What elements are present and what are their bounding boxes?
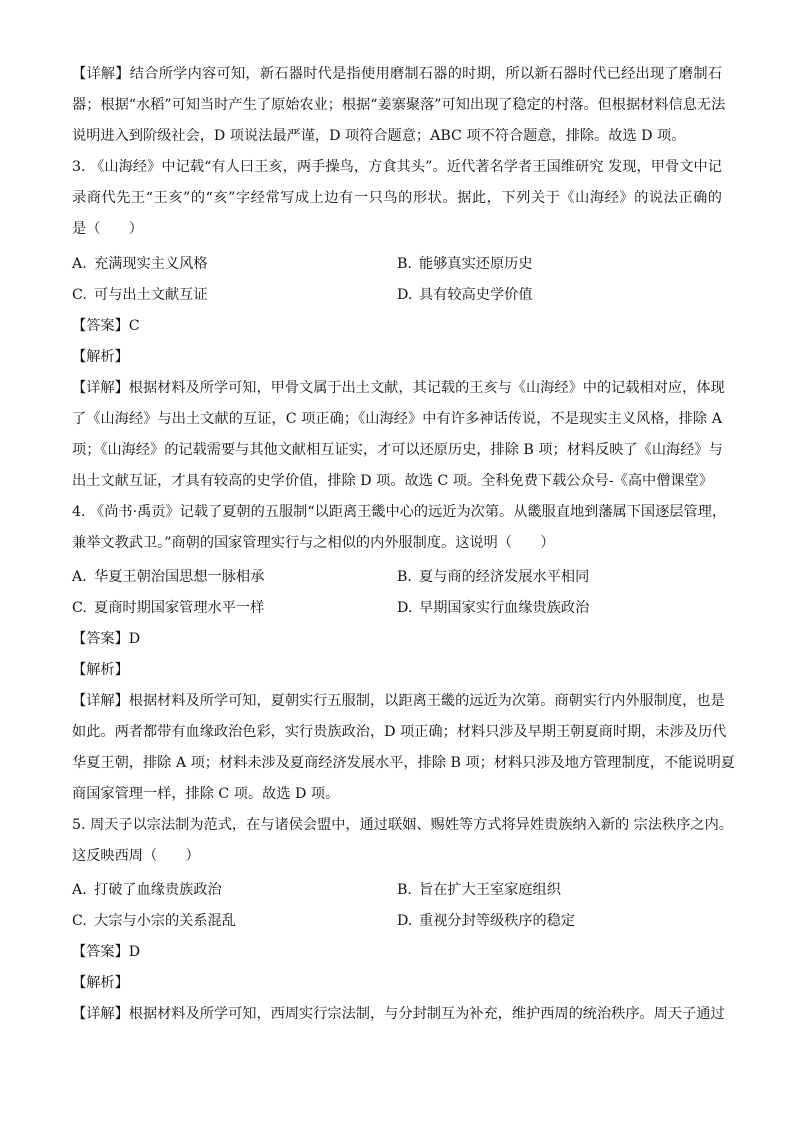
- q4-analysis-heading: 【解析】: [72, 662, 129, 678]
- q4-answer: 【答案】D: [72, 631, 141, 647]
- q3-detail-line-3: 项；《山海经》的记载需要与其他文献相互证实，才可以还原历史，排除 B 项；材料反映了《山海经》与: [72, 442, 723, 458]
- q3-option-b: B. 能够真实还原历史: [397, 256, 533, 272]
- q5-analysis-heading: 【解析】: [72, 975, 129, 991]
- q4-detail-line-4: 商国家管理一样，排除 C 项。故选 D 项。: [72, 786, 340, 802]
- q4-stem-line-2: 兼举文教武卫。”商朝的国家管理实行与之相似的内外服制度。这说明（ ）: [72, 535, 555, 551]
- q5-answer: 【答案】D: [72, 944, 141, 960]
- q2-detail-line-3: 说明进入到阶级社会，D 项说法最严谨，D 项符合题意；ABC 项不符合题意，排除。故选 D 项。: [72, 128, 686, 144]
- q4-option-b: B. 夏与商的经济发展水平相同: [397, 569, 590, 585]
- q3-option-d: D. 具有较高史学价值: [397, 287, 533, 303]
- q2-detail-line-1: 【详解】结合所学内容可知，新石器时代是指使用磨制石器的时期，所以新石器时代已经出现了磨制石: [72, 66, 722, 82]
- q5-option-a: A. 打破了血缘贵族政治: [72, 882, 222, 898]
- q5-option-b: B. 旨在扩大王室家庭组织: [397, 882, 561, 898]
- q3-detail-line-2: 了《山海经》与出土文献的互证，C 项正确；《山海经》中有许多神话传说，不是现实主义风格，排除 A: [72, 411, 722, 427]
- q3-detail-line-4: 出土文献互证，才具有较高的史学价值，排除 D 项。故选 C 项。全科免费下载公众号-《高中僧课堂》: [72, 473, 713, 489]
- q3-stem-line-3: 是（ ）: [72, 221, 143, 237]
- q3-stem-line-1: 3. 《山海经》中记载“有人曰王亥，两手操鸟，方食其头”。近代著名学者王国维研究 发现，甲骨文中记: [72, 159, 722, 175]
- q4-option-c: C. 夏商时期国家管理水平一样: [72, 600, 265, 616]
- q4-option-a: A. 华夏王朝治国思想一脉相承: [72, 569, 265, 585]
- q4-stem-line-1: 4. 《尚书·禹贡》记载了夏朝的五服制“以距离王畿中心的远近为次第。从畿服直地到藩属下国逐层管理，: [72, 504, 727, 520]
- q2-detail-line-2: 器；根据“水稻”可知当时产生了原始农业；根据“姜寨聚落”可知出现了稳定的村落。但根据材料信息无法: [72, 97, 726, 113]
- q5-stem-line-2: 这反映西周（ ）: [72, 848, 200, 864]
- q5-option-c: C. 大宗与小宗的关系混乱: [72, 913, 236, 929]
- q3-analysis-heading: 【解析】: [72, 349, 129, 365]
- q5-stem-line-1: 5. 周天子以宗法制为范式，在与诸侯会盟中，通过联姻、赐姓等方式将异姓贵族纳入新的 宗法秩序之内。: [72, 817, 733, 833]
- q5-option-d: D. 重视分封等级秩序的稳定: [397, 913, 576, 929]
- q4-option-d: D. 早期国家实行血缘贵族政治: [397, 600, 590, 616]
- q4-detail-line-1: 【详解】根据材料及所学可知，夏朝实行五服制，以距离王畿的远近为次第。商朝实行内外服制度，也是: [72, 693, 725, 709]
- q3-answer: 【答案】C: [72, 318, 140, 334]
- q3-option-a: A. 充满现实主义风格: [72, 256, 208, 272]
- q5-detail-line-1: 【详解】根据材料及所学可知，西周实行宗法制，与分封制互为补充，维护西周的统治秩序。周天子通过: [72, 1006, 725, 1022]
- q3-stem-line-2: 录商代先王“王亥”的“亥”字经常写成上边有一只鸟的形状。据此，下列关于《山海经》的说法正确的: [72, 190, 722, 206]
- q4-detail-line-2: 如此。两者都带有血缘政治色彩，实行贵族政治，D 项正确；材料只涉及早期王朝夏商时期，未涉及历代: [72, 724, 727, 740]
- q4-detail-line-3: 华夏王朝，排除 A 项；材料未涉及夏商经济发展水平，排除 B 项；材料只涉及地方管理制度，不能说明夏: [72, 755, 735, 771]
- q3-detail-line-1: 【详解】根据材料及所学可知，甲骨文属于出土文献，其记载的王亥与《山海经》中的记载相对应，体现: [72, 380, 725, 396]
- q3-option-c: C. 可与出土文献互证: [72, 287, 208, 303]
